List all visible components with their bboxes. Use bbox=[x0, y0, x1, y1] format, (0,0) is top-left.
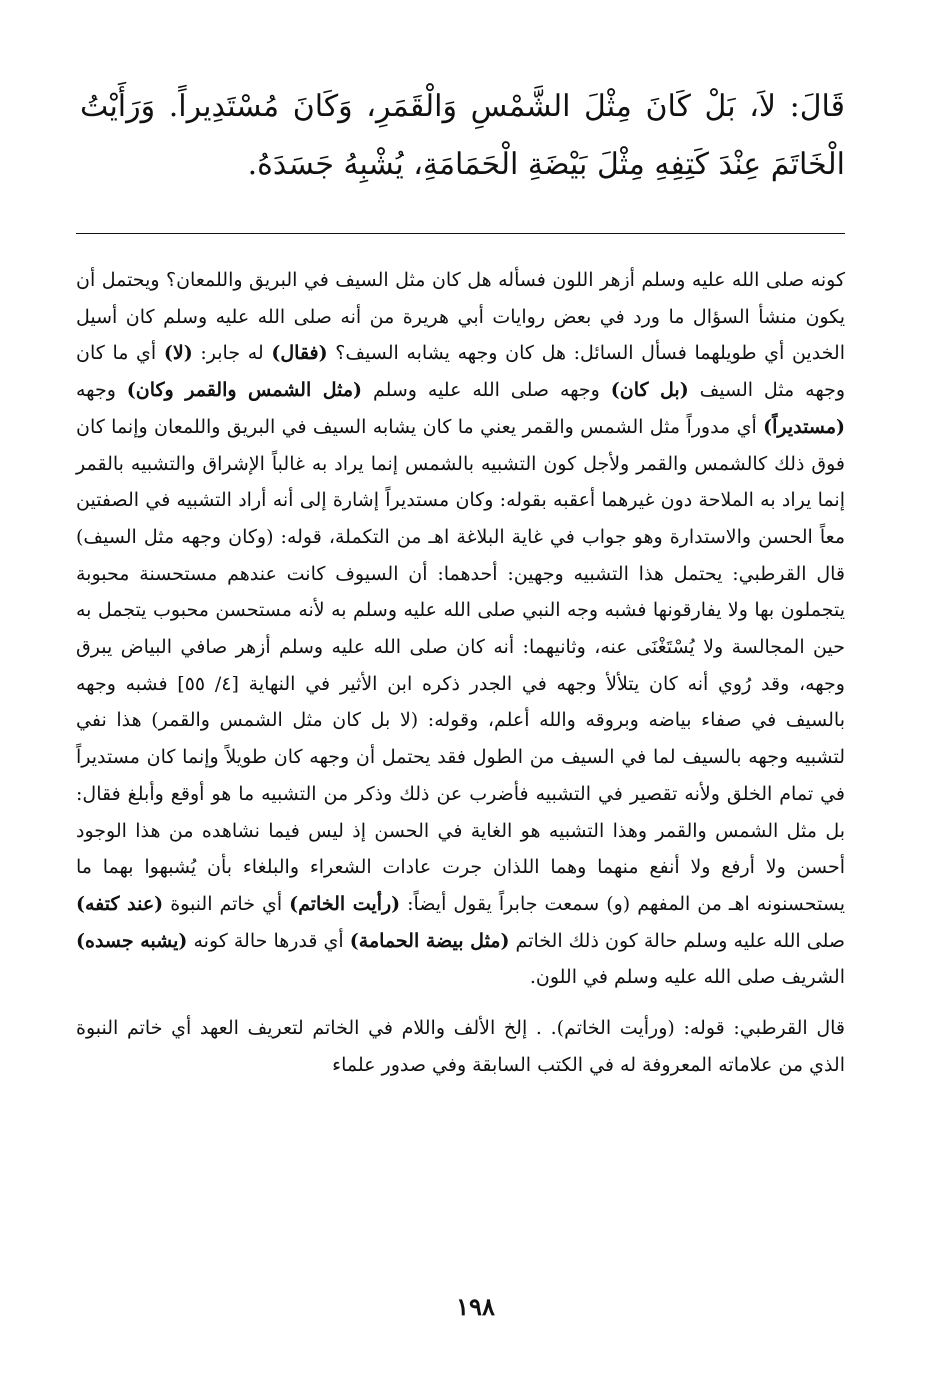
bold-phrase: (مثل بيضة الحمامة) bbox=[349, 929, 510, 952]
commentary-text: صلى الله عليه وسلم حالة كون ذلك الخاتم bbox=[509, 929, 846, 952]
footnote-divider bbox=[76, 233, 845, 234]
commentary-text: أي قدرها حالة كونه bbox=[187, 929, 350, 952]
commentary-text: وجهه صلى الله عليه وسلم bbox=[362, 379, 611, 402]
commentary-text: كونه صلى الله عليه وسلم أزهر اللون فسأله هل كان مثل السيف في البريق واللمعان؟ ويحتمل أن يكون منشأ السؤال ما ورد في بعض روايات أبي هريرة من أنه صلى الله عليه وسلم كان أسيل الخدين أي طويلهما فسأل السائل: هل كان وجهه يشابه السيف؟ bbox=[76, 269, 846, 365]
bold-phrase: (يشبه جسده) bbox=[76, 929, 188, 952]
commentary-paragraph-2: قال القرطبي: قوله: (ورأيت الخاتم). . إلخ الألف واللام في الخاتم لتعريف العهد أي خاتم النبوة الذي من علاماته المعروفة له في الكتب السابقة وفي صدور علماء bbox=[76, 1017, 845, 1076]
commentary-text: أي خاتم النبوة bbox=[163, 892, 290, 915]
commentary-text: الشريف صلى الله عليه وسلم في اللون. bbox=[529, 966, 845, 989]
bold-phrase: (لا) bbox=[163, 342, 193, 365]
page-number: ١٩٨ bbox=[456, 1292, 495, 1321]
commentary-text: أي ما كان وجهه مثل السيف bbox=[76, 342, 846, 402]
hadith-text: قَالَ: لاَ، بَلْ كَانَ مِثْلَ الشَّمْسِ وَالْقَمَرِ، وَكَانَ مُسْتَدِيراً. وَرَأَيْتُ الْخَاتَمَ عِنْدَ كَتِفِهِ مِثْلَ بَيْضَةِ الْحَمَامَةِ، يُشْبِهُ جَسَدَهُ. bbox=[80, 89, 845, 182]
bold-phrase: (رأيت الخاتم) bbox=[289, 892, 401, 915]
bold-phrase: (بل كان) bbox=[610, 379, 689, 402]
commentary-paragraph-1 bbox=[76, 262, 845, 996]
bold-phrase: (فقال) bbox=[271, 342, 328, 365]
commentary-text: له جابر: bbox=[192, 342, 272, 365]
bold-phrase: (مستديراً) bbox=[763, 415, 845, 438]
commentary-text: أي مدوراً مثل الشمس والقمر يعني ما كان يشابه السيف في البريق واللمعان وإنما كان فوق ذلك كالشمس والقمر ولأجل كون التشبيه بالشمس إنما يراد به غالباً الإشراق والتشبيه بالقمر إنما يراد به الملاحة دون غيرهما أعقبه بقوله: وكان مستديراً إشارة إلى أنه أراد التشبيه في الصفتين معاً الحسن والاستدارة وهو جواب في غاية البلاغة اهـ من التكملة، قوله: (وكان وجهه مثل السيف) قال القرطبي: يحتمل هذا التشبيه وجهين: أحدهما: أن السيوف كانت عندهم مستحسنة محبوبة يتجملون بها ولا يفارقونها فشبه وجه النبي صلى الله عليه وسلم به لأنه مستحسن محبوب يتجمل به حين المجالسة ولا يُسْتَغْنَى عنه، وثانيهما: أنه كان صلى الله عليه وسلم أزهر صافي البياض يبرق وجهه، وقد رُوي أنه كان يتلألأ وجهه في الجدر ذكره ابن الأثير في النهاية [٤/ ٥٥] فشبه وجهه بالسيف في صفاء بياضه وبروقه والله أعلم، وقوله: (لا بل كان مثل الشمس والقمر) هذا نفي لتشبيه وجهه بالسيف لما في السيف من الطول فقد يحتمل أن وجهه كان طويلاً وإنما كان مستديراً في تمام الخلق ولأنه تقصير في التشبيه فأضرب عن ذلك وذكر من التشبيه ما هو أوقع وأبلغ فقال: بل مثل الشمس والقمر وهذا التشبيه هو الغاية في الحسن إذ ليس فيما نشاهده من هذا الوجود أحسن ولا أرفع ولا أنفع منهما وهما اللذان جرت عادات الشعراء والبلغاء بأن يُشبهوا بهما ما يستحسنونه اهـ من المفهم (و) سمعت جابراً يقول أيضاً: bbox=[76, 415, 845, 915]
bold-phrase: (مثل الشمس والقمر وكان) bbox=[126, 379, 363, 402]
commentary-text: وجهه bbox=[76, 379, 127, 402]
commentary bbox=[76, 262, 845, 1083]
bold-phrase: (عند كتفه) bbox=[76, 892, 164, 915]
